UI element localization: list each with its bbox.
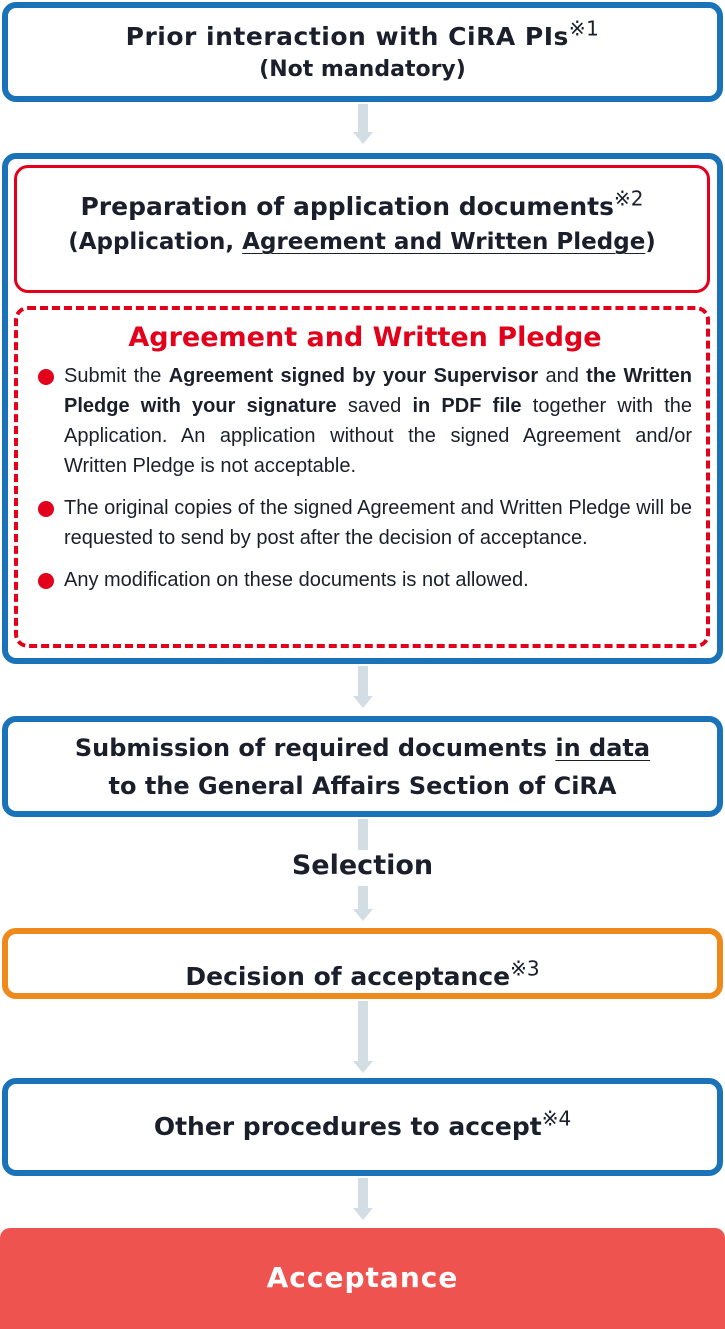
prior-interaction-box — [2, 2, 723, 102]
preparation-subtitle — [17, 229, 707, 255]
flow-arrow-1 — [353, 104, 373, 146]
note-marker-1: ※1 — [568, 16, 600, 41]
subtitle-open: (Application, — [68, 229, 243, 255]
bullet-dot-icon — [38, 369, 54, 385]
submission-underlined: in data — [555, 734, 651, 762]
flow-arrow-5 — [353, 1178, 373, 1224]
pledge-bullet-3: Any modification on these documents is not allowed. — [38, 565, 692, 595]
subtitle-close: ) — [645, 229, 656, 255]
pledge-box — [14, 306, 710, 648]
decision-title: Decision of acceptance — [185, 962, 511, 991]
note-marker-3: ※3 — [510, 956, 540, 981]
pledge-bullet-1: Submit the Agreement signed by your Supervisor and the Written Pledge with your signature saved in PDF file together with the Application. An application without the signed Agreement and/or Written Pledge is not acceptable. — [38, 361, 692, 481]
bullet-dot-icon — [38, 501, 54, 517]
submission-box — [2, 716, 723, 817]
pledge-heading: Agreement and Written Pledge — [128, 322, 602, 353]
note-marker-2: ※2 — [614, 186, 644, 211]
decision-box — [2, 928, 723, 999]
other-procedures-box — [2, 1078, 723, 1176]
other-procedures-title: Other procedures to accept — [153, 1112, 542, 1141]
prior-interaction-subtitle: (Not mandatory) — [259, 57, 466, 82]
acceptance-box — [0, 1228, 725, 1329]
submission-line2: to the General Affairs Section of CiRA — [108, 772, 617, 800]
selection-label: Selection — [291, 850, 434, 881]
pledge-bullet-2: The original copies of the signed Agreement and Written Pledge will be requested to send by post after the decision of acceptance. — [38, 493, 692, 553]
bullet-dot-icon — [38, 573, 54, 589]
flow-arrow-4 — [353, 1001, 373, 1077]
preparation-box — [14, 165, 710, 293]
flow-arrow-2 — [353, 666, 373, 712]
prior-interaction-title: Prior interaction with CiRA PIs — [125, 22, 569, 51]
subtitle-underlined: Agreement and Written Pledge — [242, 229, 646, 255]
note-marker-4: ※4 — [541, 1106, 572, 1131]
acceptance-label: Acceptance — [266, 1261, 459, 1294]
preparation-title: Preparation of application documents — [80, 192, 615, 221]
pledge-bullet-list — [38, 361, 692, 595]
submission-line1: Submission of required documents — [74, 734, 556, 762]
